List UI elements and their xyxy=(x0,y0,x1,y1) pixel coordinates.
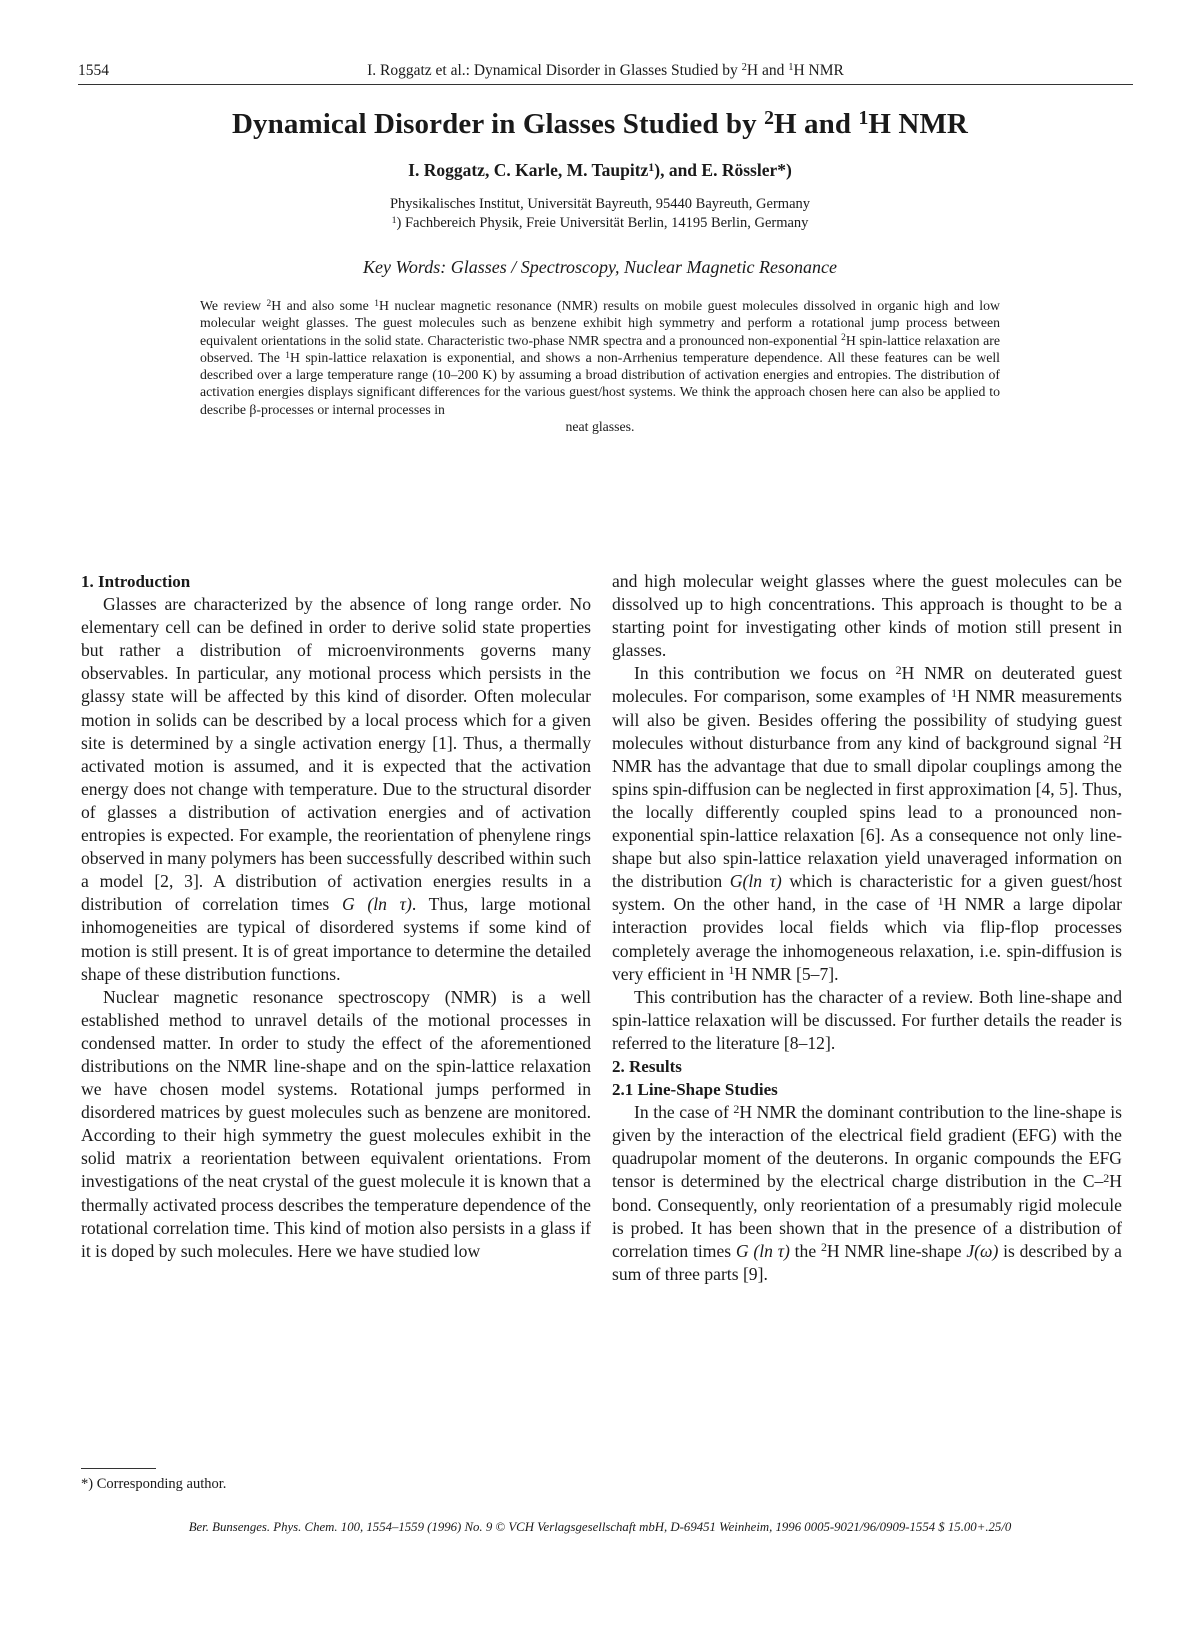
math-expression: G(ln τ) xyxy=(729,871,782,892)
affiliation-2 xyxy=(0,214,1200,233)
author-list xyxy=(0,160,1200,181)
paragraph-text: is described by a sum of three parts [9]. xyxy=(612,1240,1122,1284)
running-title-text: H NMR xyxy=(793,62,844,79)
affiliation-sup: 1 xyxy=(391,214,397,226)
abstract xyxy=(200,297,1000,435)
page-number: 1554 xyxy=(78,62,109,79)
paragraph-text: H NMR [5–7]. xyxy=(734,963,839,984)
paragraph-text: . Thus, large motional inhomogeneities are typical of disordered systems if some kind of motion is still present. It is of great importance to determine the detailed shape of these distribution functions. xyxy=(81,894,592,984)
keywords: Key Words: Glasses / Spectroscopy, Nuclear Magnetic Resonance xyxy=(363,257,837,277)
footnote: *) Corresponding author. xyxy=(81,1476,227,1492)
authors-text: ), and E. Rössler*) xyxy=(654,160,792,180)
section-heading-results: 2. Results xyxy=(612,1056,682,1076)
title-text: Dynamical Disorder in Glasses Studied by xyxy=(232,108,765,140)
superscript: 2 xyxy=(895,663,902,677)
line-shape-paragraph-1 xyxy=(612,1101,1122,1286)
authors-text: I. Roggatz, C. Karle, M. Taupitz xyxy=(408,160,649,180)
math-expression: G (ln τ) xyxy=(735,1240,790,1261)
superscript: 2 xyxy=(1103,732,1110,747)
running-header xyxy=(78,62,1133,85)
subsection-heading-line-shape: 2.1 Line-Shape Studies xyxy=(612,1080,778,1100)
paragraph-text: Glasses are characterized by the absence of long range order. No elementary cell can be defined in order to derive solid state properties but rather a distribution of microenvironments governs many observables. In particular, any motional process which persists in the glassy state will be affected by this kind of disorder. Often molecular motion in solids can be described by a local process which for a given site is determined by a single activation energy [1]. Thus, a thermally activated motion is assumed, and it is expected that the activation energy does not change with temperature. Due to the structural disorder of glasses a distribution of activation energies and of activation entropies is expected. For example, the reorientation of phenylene rings observed in many polymers has been successfully described within such a model [2, 3]. A distribution of activation energies results in a distribution of correlation times xyxy=(81,594,591,915)
paragraph-text: H bond. Consequently, only reorientation of a presumably rigid molecule is probed. It has been shown that in the presence of a distribution of correlation times xyxy=(612,1171,1122,1261)
paragraph-text: In the case of xyxy=(634,1102,734,1123)
title-text: H and xyxy=(774,108,859,140)
footnote-rule xyxy=(81,1468,156,1469)
superscript: 1 xyxy=(951,686,958,701)
intro-paragraph-1 xyxy=(81,593,591,986)
abstract-text: We review xyxy=(200,298,267,313)
abstract-last-line: neat glasses. xyxy=(565,419,635,435)
title-sup: 2 xyxy=(764,107,775,130)
superscript: 1 xyxy=(728,963,735,978)
superscript: 2 xyxy=(733,1101,740,1116)
journal-footer: Ber. Bunsenges. Phys. Chem. 100, 1554–1559 (1996) No. 9 © VCH Verlagsgesellschaft mbH, D-69451 Weinheim, 1996 0005-9021/96/0909-1554 $ 15.00+.25/0 xyxy=(188,1520,1012,1534)
abstract-text: H and also some xyxy=(271,298,375,313)
authors-sup: 1 xyxy=(648,159,655,174)
abstract-sup: 1 xyxy=(285,350,290,361)
math-expression: G (ln τ) xyxy=(341,894,412,915)
paragraph-text: which is characteristic for a given guest/host system. On the other hand, in the case of xyxy=(612,871,1122,915)
running-title-sup: 1 xyxy=(788,62,794,74)
abstract-body xyxy=(200,297,1000,418)
title-sup: 1 xyxy=(858,107,869,130)
superscript: 1 xyxy=(937,893,944,908)
abstract-text: H spin-lattice relaxation are observed. The xyxy=(200,332,1000,365)
abstract-sup: 1 xyxy=(374,298,379,309)
running-title-text: I. Roggatz et al.: Dynamical Disorder in Glasses Studied by xyxy=(367,62,742,79)
affiliation-text: ) Fachbereich Physik, Freie Universität Berlin, 14195 Berlin, Germany xyxy=(396,215,809,231)
running-title-text: H and xyxy=(746,62,789,79)
paragraph-text: H NMR a large dipolar interaction provides local fields which via flip-flop processes completely average the inhomogeneous relaxation, i.e. spin-diffusion is very efficient in xyxy=(612,894,1122,984)
paragraph-text: H NMR has the advantage that due to small dipolar couplings among the spins spin-diffusion can be neglected in first approximation [4, 5]. Thus, the locally differently coupled spins lead to a pronounced non-exponential spin-lattice relaxation [6]. As a consequence not only line-shape but also spin-lattice relaxation yield unaveraged information on the distribution xyxy=(612,732,1122,892)
abstract-sup: 2 xyxy=(841,333,846,344)
paragraph-text: H NMR the dominant contribution to the line-shape is given by the interaction of the electrical field gradient (EFG) with the quadrupolar moment of the deuterons. In organic compounds the EFG tensor is determined by the electrical charge distribution in the C– xyxy=(612,1102,1122,1192)
abstract-text: H spin-lattice relaxation is exponential, and shows a non-Arrhenius temperature dependence. All these features can be well described over a large temperature range (10–200 K) by assuming a broad distribution of activation energies and entropies. The distribution of activation energies displays significant differences for the various guest/host systems. We think the approach chosen here can also be applied to describe β-processes or internal processes in xyxy=(200,349,1001,417)
paragraph-text: the xyxy=(789,1240,821,1261)
affiliation-1: Physikalisches Institut, Universität Bayreuth, 95440 Bayreuth, Germany xyxy=(389,196,811,212)
intro-paragraph-3 xyxy=(612,662,1122,985)
running-title-sup: 2 xyxy=(741,62,747,74)
intro-paragraph-2: Nuclear magnetic resonance spectroscopy (NMR) is a well established method to unravel details of the motional processes in condensed matter. In order to study the effect of the aforementioned distributions on the NMR line-shape and on the spin-lattice relaxation we have chosen model systems. Rotational jumps performed in disordered matrices by guest molecules such as benzene are monitored. According to their high symmetry the guest molecules exhibit in the solid matrix a reorientation between equivalent orientations. From investigations of the neat crystal of the guest molecule it is known that a thermally activated process describes the temperature dependence of the rotational correlation time. This kind of motion also persists in a glass if it is doped by such molecules. Here we have studied low xyxy=(81,986,591,1261)
intro-paragraph-4: This contribution has the character of a review. Both line-shape and spin-lattice relaxation will be discussed. For further details the reader is referred to the literature [8–12]. xyxy=(612,986,1122,1053)
math-expression: J(ω) xyxy=(966,1240,999,1261)
abstract-text: H nuclear magnetic resonance (NMR) results on mobile guest molecules dissolved in organic high and low molecular weight glasses. The guest molecules such as benzene exhibit high symmetry and perform a rotational jump process between equivalent orientations in the solid state. Characteristic two-phase NMR spectra and a pronounced non-exponential xyxy=(200,298,1000,348)
running-title xyxy=(78,62,1133,80)
paper-title xyxy=(0,108,1200,141)
paragraph-text: In this contribution we focus on xyxy=(634,663,896,684)
affiliations xyxy=(0,195,1200,233)
column-left xyxy=(81,570,591,1263)
title-text: H NMR xyxy=(868,108,968,140)
paragraph-text: H NMR on deuterated guest molecules. For comparison, some examples of xyxy=(612,663,1122,707)
column-right xyxy=(612,570,1122,1286)
abstract-sup: 2 xyxy=(266,298,272,309)
superscript: 2 xyxy=(1103,1171,1110,1186)
paragraph-text: H NMR line-shape xyxy=(826,1240,967,1261)
superscript: 2 xyxy=(820,1240,827,1255)
intro-paragraph-2-continued: and high molecular weight glasses where the guest molecules can be dissolved up to high concentrations. This approach is thought to be a starting point for investigating other kinds of motion still present in glasses. xyxy=(612,571,1122,661)
paragraph-text: H NMR measurements will also be given. Besides offering the possibility of studying guest molecules without disturbance from any kind of background signal xyxy=(612,686,1122,753)
section-heading-introduction: 1. Introduction xyxy=(81,572,191,591)
